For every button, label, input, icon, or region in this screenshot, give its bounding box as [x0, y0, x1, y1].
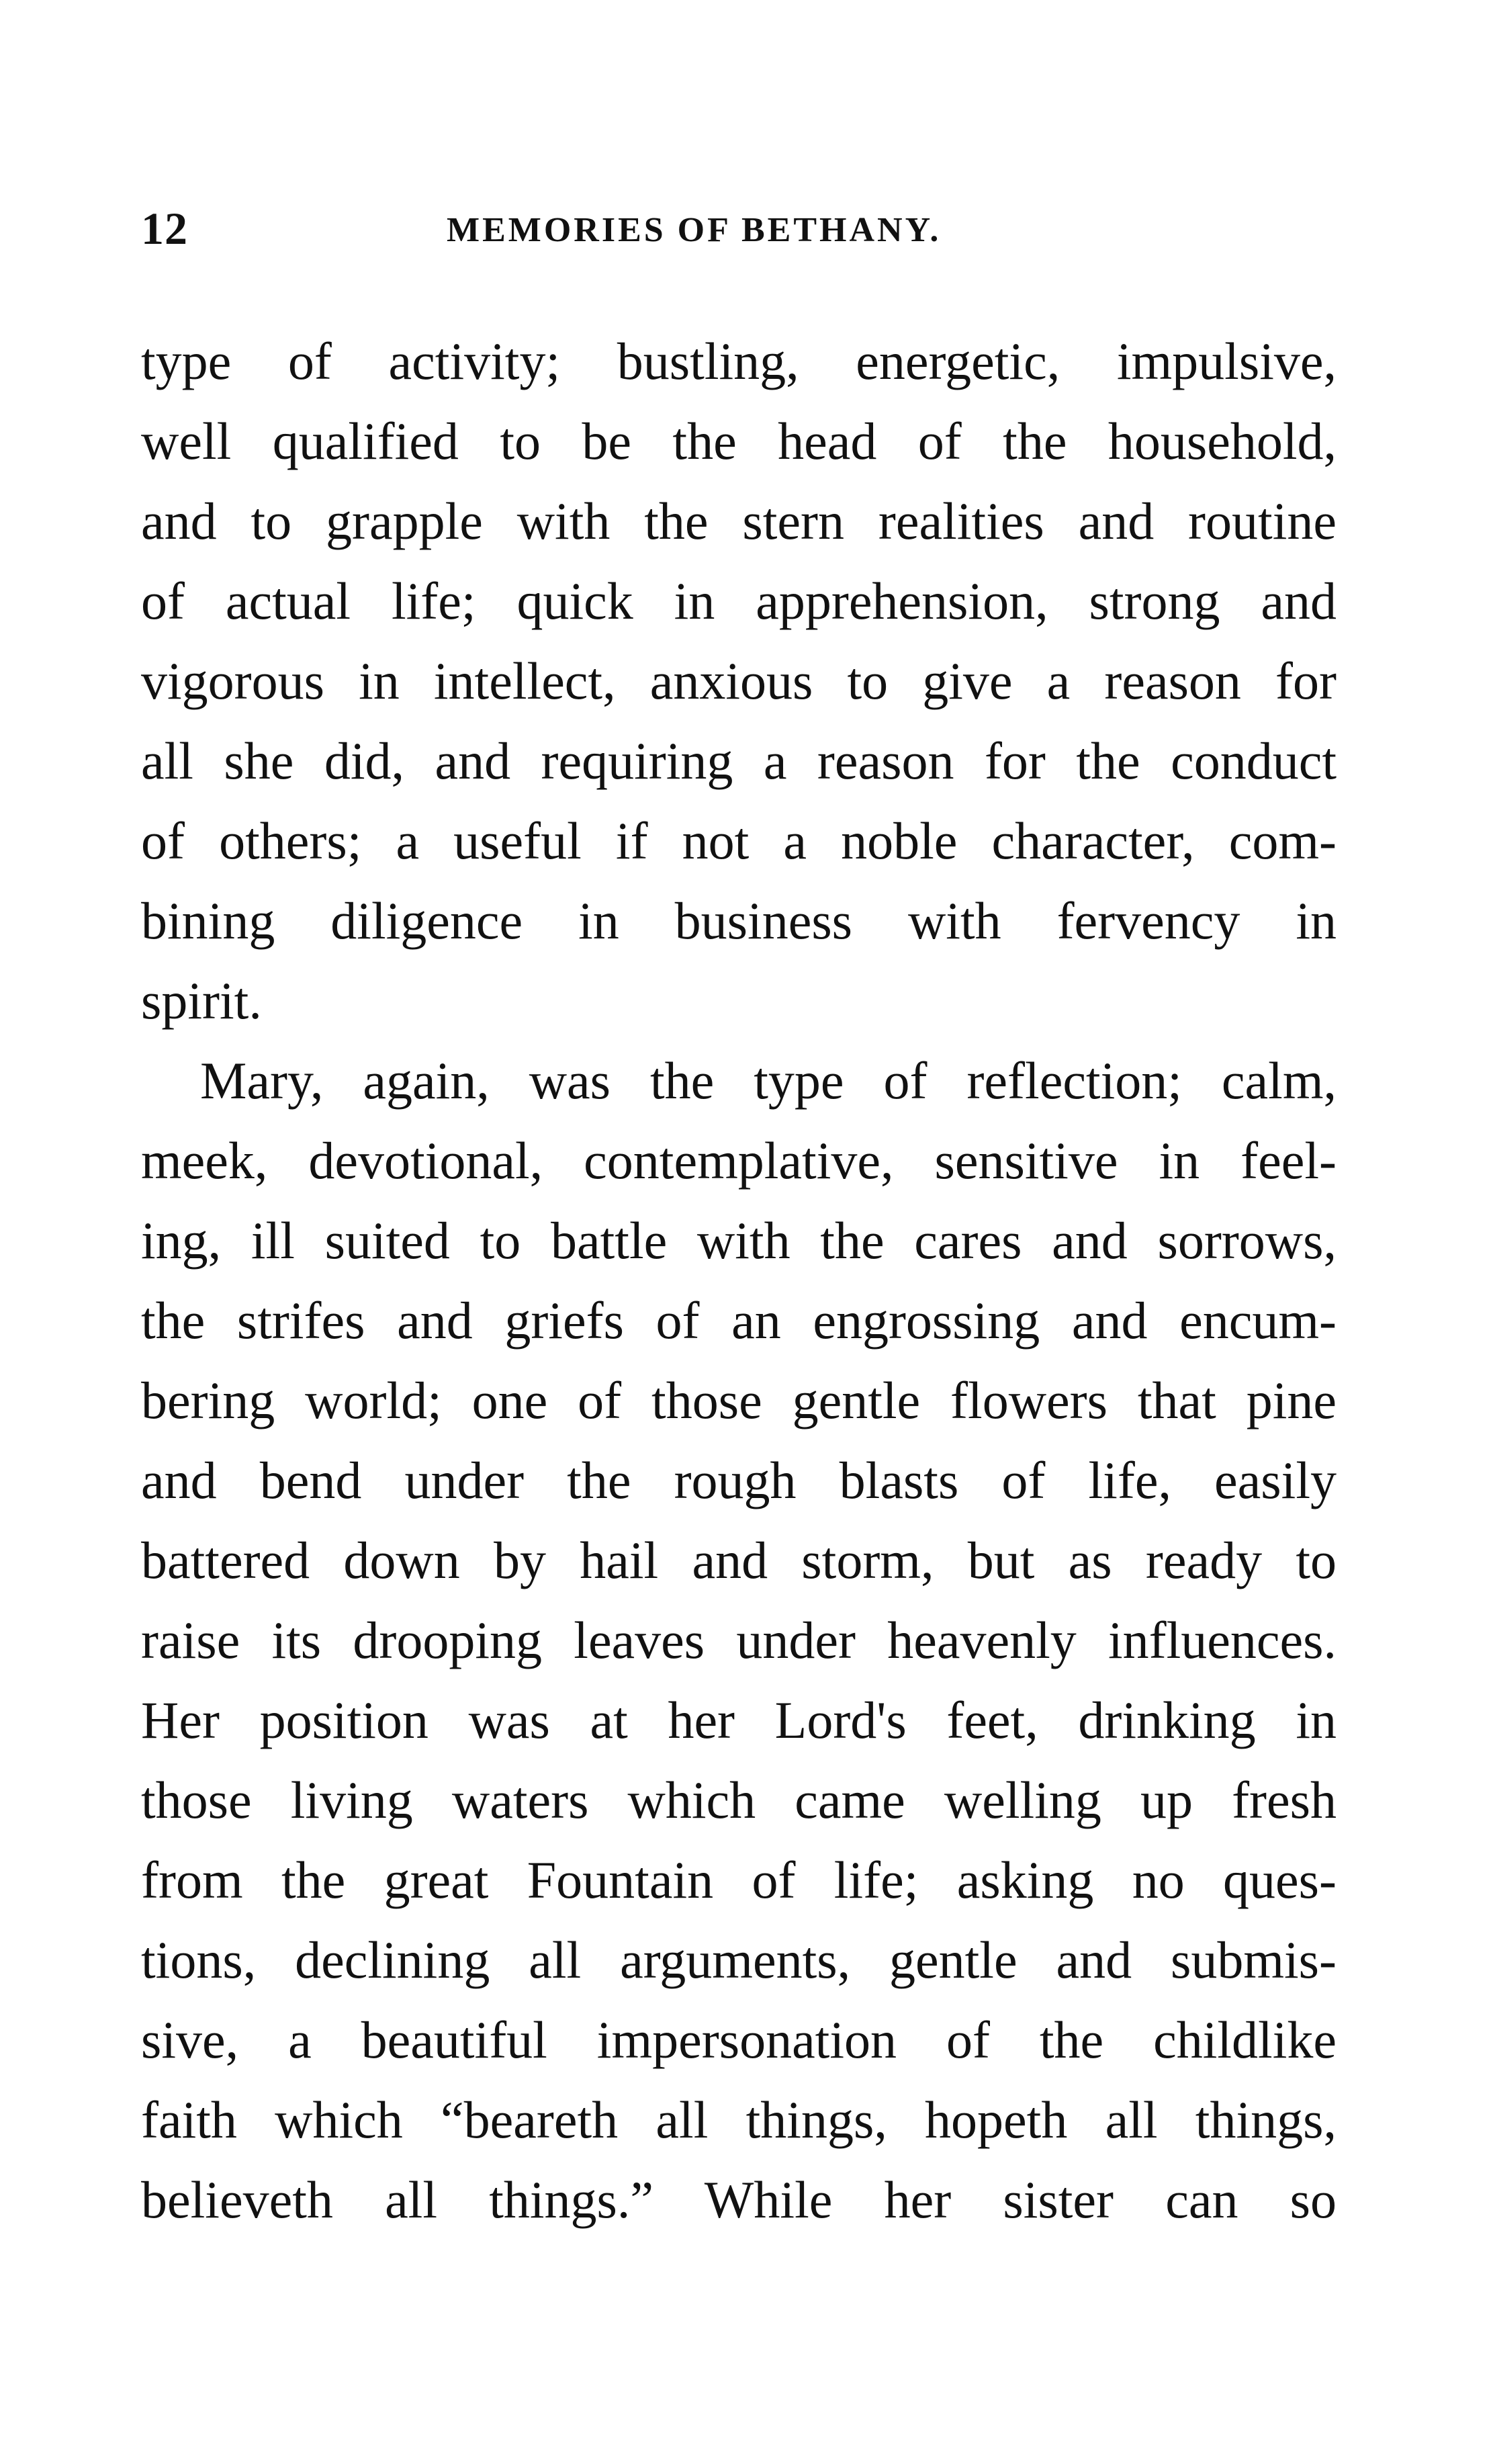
text-line: bining diligence in business with fervency in	[141, 891, 1337, 950]
text-line: sive, a beautiful impersonation of the childlike	[141, 2011, 1337, 2069]
text-line: spirit.	[141, 971, 262, 1030]
body-text	[141, 321, 1337, 2240]
text-line: meek, devotional, contemplative, sensitive in feel-	[141, 1131, 1337, 1190]
text-line: of actual life; quick in apprehension, strong and	[141, 572, 1337, 630]
text-line: faith which “beareth all things, hopeth all things,	[141, 2091, 1337, 2149]
text-line: from the great Fountain of life; asking no ques-	[141, 1851, 1337, 1909]
text-line: of others; a useful if not a noble character, com-	[141, 811, 1337, 870]
page-number: 12	[141, 203, 188, 254]
text-line: and to grapple with the stern realities and routine	[141, 492, 1337, 550]
running-head	[0, 202, 1491, 255]
text-line: type of activity; bustling, energetic, impulsive,	[141, 332, 1337, 390]
text-line: believeth all things.” While her sister can so	[141, 2170, 1337, 2229]
text-line: all she did, and requiring a reason for the conduct	[141, 732, 1337, 790]
text-line: Her position was at her Lord's feet, drinking in	[141, 1691, 1337, 1749]
text-line: raise its drooping leaves under heavenly influences.	[141, 1611, 1337, 1669]
text-line: those living waters which came welling up fresh	[141, 1771, 1337, 1829]
text-line: ing, ill suited to battle with the cares and sorrows,	[141, 1211, 1337, 1270]
text-line: well qualified to be the head of the household,	[141, 412, 1337, 470]
text-line: bering world; one of those gentle flowers that pine	[141, 1371, 1337, 1429]
text-line: and bend under the rough blasts of life, easily	[141, 1451, 1337, 1509]
running-title: MEMORIES OF BETHANY.	[447, 211, 942, 249]
text-line: Mary, again, was the type of reflection; calm,	[200, 1051, 1337, 1110]
text-line: tions, declining all arguments, gentle and submis-	[141, 1931, 1337, 1989]
text-line: battered down by hail and storm, but as ready to	[141, 1531, 1337, 1589]
text-line: vigorous in intellect, anxious to give a reason for	[141, 652, 1337, 710]
text-line: the strifes and griefs of an engrossing and encum-	[141, 1291, 1337, 1350]
